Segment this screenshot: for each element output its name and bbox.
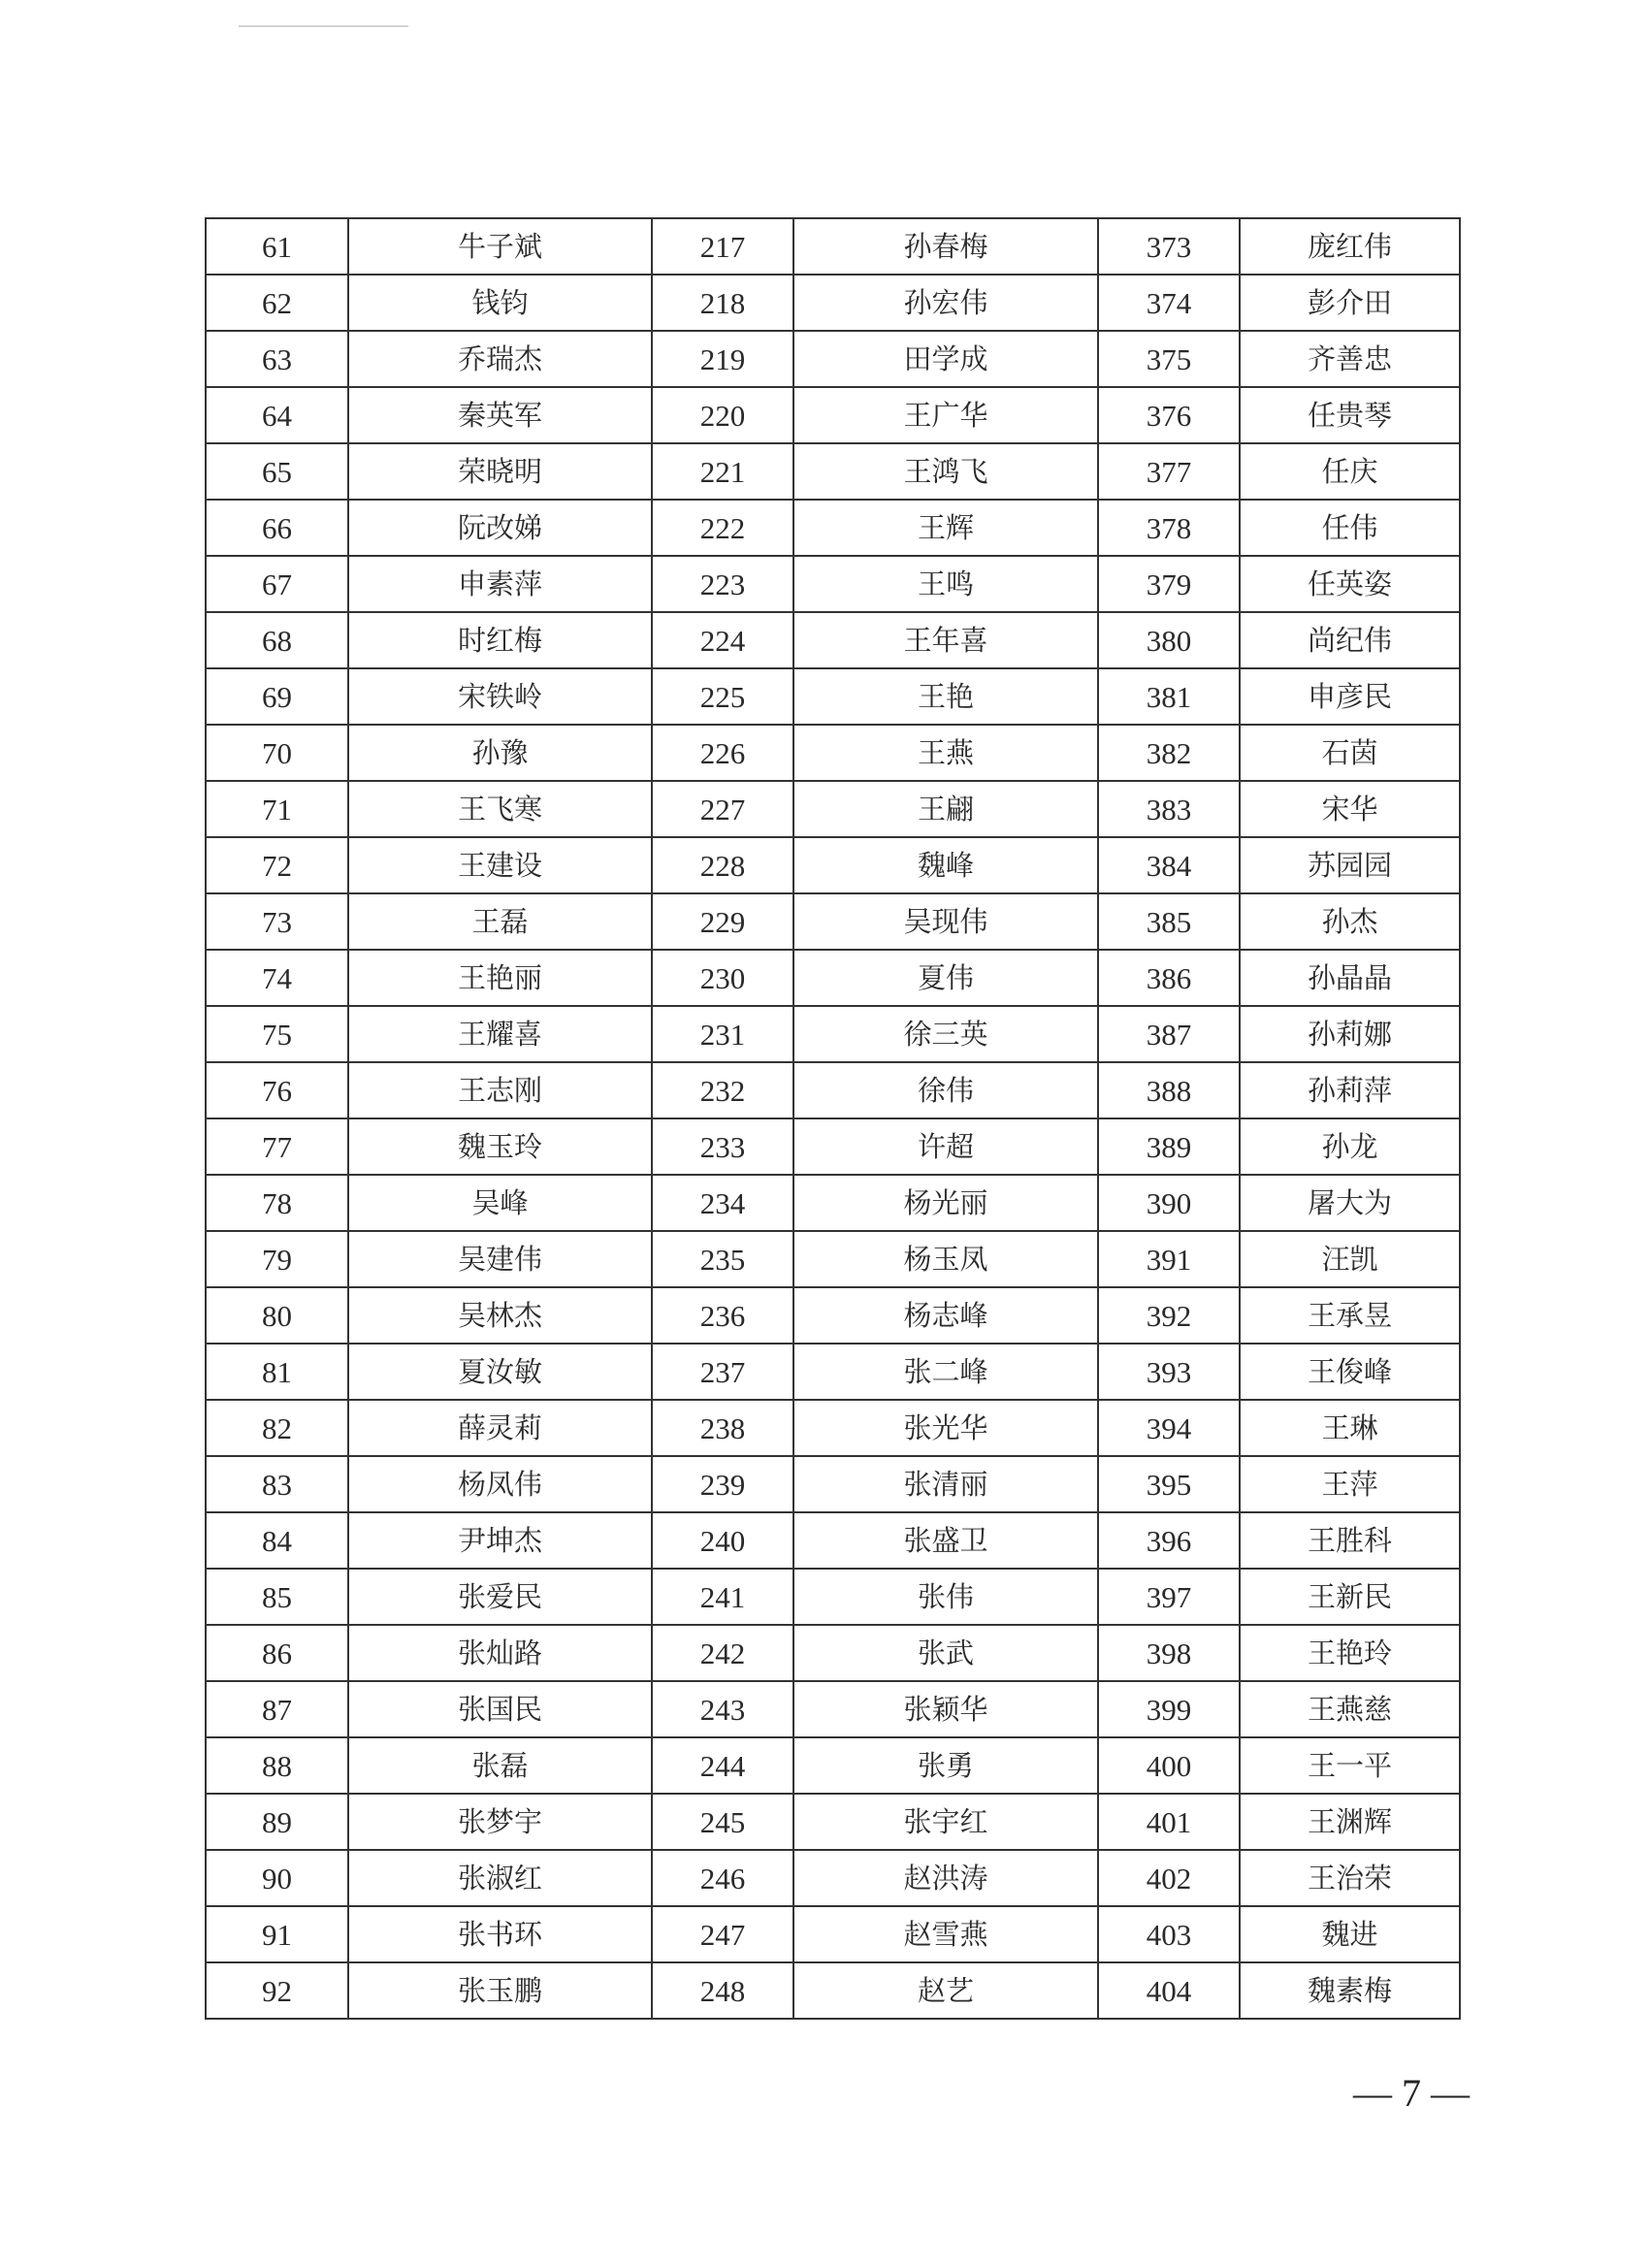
serial-number-cell: 229 xyxy=(652,893,793,950)
person-name-cell: 张清丽 xyxy=(793,1456,1098,1512)
serial-number-cell: 226 xyxy=(652,725,793,781)
serial-number-cell: 237 xyxy=(652,1344,793,1400)
person-name-cell: 彭介田 xyxy=(1240,275,1460,331)
person-name-cell: 王翩 xyxy=(793,781,1098,837)
person-name-cell: 张颖华 xyxy=(793,1681,1098,1737)
serial-number-cell: 74 xyxy=(206,950,348,1006)
person-name-cell: 徐三英 xyxy=(793,1006,1098,1062)
person-name-cell: 任贵琴 xyxy=(1240,387,1460,443)
serial-number-cell: 217 xyxy=(652,218,793,275)
person-name-cell: 钱钧 xyxy=(348,275,652,331)
table-row xyxy=(206,1737,1460,1794)
person-name-cell: 申彦民 xyxy=(1240,668,1460,725)
serial-number-cell: 66 xyxy=(206,500,348,556)
person-name-cell: 乔瑞杰 xyxy=(348,331,652,387)
person-name-cell: 王艳 xyxy=(793,668,1098,725)
table-body xyxy=(206,218,1460,2019)
serial-number-cell: 218 xyxy=(652,275,793,331)
serial-number-cell: 392 xyxy=(1098,1287,1240,1344)
person-name-cell: 齐善忠 xyxy=(1240,331,1460,387)
person-name-cell: 张勇 xyxy=(793,1737,1098,1794)
serial-number-cell: 401 xyxy=(1098,1794,1240,1850)
person-name-cell: 张武 xyxy=(793,1625,1098,1681)
person-name-cell: 张光华 xyxy=(793,1400,1098,1456)
person-name-cell: 牛子斌 xyxy=(348,218,652,275)
person-name-cell: 孙晶晶 xyxy=(1240,950,1460,1006)
serial-number-cell: 400 xyxy=(1098,1737,1240,1794)
serial-number-cell: 68 xyxy=(206,612,348,668)
person-name-cell: 王俊峰 xyxy=(1240,1344,1460,1400)
serial-number-cell: 81 xyxy=(206,1344,348,1400)
serial-number-cell: 378 xyxy=(1098,500,1240,556)
table-row xyxy=(206,1006,1460,1062)
person-name-cell: 尹坤杰 xyxy=(348,1512,652,1569)
person-name-cell: 王燕慈 xyxy=(1240,1681,1460,1737)
serial-number-cell: 89 xyxy=(206,1794,348,1850)
serial-number-cell: 70 xyxy=(206,725,348,781)
person-name-cell: 张玉鹏 xyxy=(348,1962,652,2019)
person-name-cell: 宋铁岭 xyxy=(348,668,652,725)
serial-number-cell: 394 xyxy=(1098,1400,1240,1456)
person-name-cell: 赵洪涛 xyxy=(793,1850,1098,1906)
serial-number-cell: 242 xyxy=(652,1625,793,1681)
person-name-cell: 许超 xyxy=(793,1118,1098,1175)
serial-number-cell: 87 xyxy=(206,1681,348,1737)
serial-number-cell: 244 xyxy=(652,1737,793,1794)
serial-number-cell: 236 xyxy=(652,1287,793,1344)
serial-number-cell: 243 xyxy=(652,1681,793,1737)
person-name-cell: 薛灵莉 xyxy=(348,1400,652,1456)
serial-number-cell: 90 xyxy=(206,1850,348,1906)
person-name-cell: 魏玉玲 xyxy=(348,1118,652,1175)
serial-number-cell: 221 xyxy=(652,443,793,500)
serial-number-cell: 395 xyxy=(1098,1456,1240,1512)
person-name-cell: 杨凤伟 xyxy=(348,1456,652,1512)
person-name-cell: 张灿路 xyxy=(348,1625,652,1681)
person-name-cell: 王艳丽 xyxy=(348,950,652,1006)
serial-number-cell: 91 xyxy=(206,1906,348,1962)
person-name-cell: 任伟 xyxy=(1240,500,1460,556)
serial-number-cell: 224 xyxy=(652,612,793,668)
person-name-cell: 王胜科 xyxy=(1240,1512,1460,1569)
person-name-cell: 王渊辉 xyxy=(1240,1794,1460,1850)
person-name-cell: 庞红伟 xyxy=(1240,218,1460,275)
person-name-cell: 赵雪燕 xyxy=(793,1906,1098,1962)
person-name-cell: 汪凯 xyxy=(1240,1231,1460,1287)
person-name-cell: 吴现伟 xyxy=(793,893,1098,950)
serial-number-cell: 77 xyxy=(206,1118,348,1175)
person-name-cell: 张爱民 xyxy=(348,1569,652,1625)
serial-number-cell: 86 xyxy=(206,1625,348,1681)
serial-number-cell: 245 xyxy=(652,1794,793,1850)
table-row xyxy=(206,556,1460,612)
serial-number-cell: 379 xyxy=(1098,556,1240,612)
serial-number-cell: 220 xyxy=(652,387,793,443)
person-name-cell: 王年喜 xyxy=(793,612,1098,668)
table-row xyxy=(206,387,1460,443)
person-name-cell: 王广华 xyxy=(793,387,1098,443)
table-row xyxy=(206,1681,1460,1737)
person-name-cell: 王燕 xyxy=(793,725,1098,781)
person-name-cell: 孙春梅 xyxy=(793,218,1098,275)
person-name-cell: 王萍 xyxy=(1240,1456,1460,1512)
table-row xyxy=(206,612,1460,668)
serial-number-cell: 65 xyxy=(206,443,348,500)
serial-number-cell: 388 xyxy=(1098,1062,1240,1118)
person-name-cell: 王琳 xyxy=(1240,1400,1460,1456)
person-name-cell: 张二峰 xyxy=(793,1344,1098,1400)
serial-number-cell: 377 xyxy=(1098,443,1240,500)
table-row xyxy=(206,1456,1460,1512)
person-name-cell: 田学成 xyxy=(793,331,1098,387)
serial-number-cell: 391 xyxy=(1098,1231,1240,1287)
table-row xyxy=(206,668,1460,725)
person-name-cell: 任英姿 xyxy=(1240,556,1460,612)
table-row xyxy=(206,331,1460,387)
person-name-cell: 荣晓明 xyxy=(348,443,652,500)
person-name-cell: 苏园园 xyxy=(1240,837,1460,893)
person-name-cell: 孙杰 xyxy=(1240,893,1460,950)
serial-number-cell: 72 xyxy=(206,837,348,893)
serial-number-cell: 82 xyxy=(206,1400,348,1456)
serial-number-cell: 231 xyxy=(652,1006,793,1062)
serial-number-cell: 247 xyxy=(652,1906,793,1962)
serial-number-cell: 219 xyxy=(652,331,793,387)
table-row xyxy=(206,500,1460,556)
serial-number-cell: 387 xyxy=(1098,1006,1240,1062)
person-name-cell: 魏峰 xyxy=(793,837,1098,893)
person-name-cell: 宋华 xyxy=(1240,781,1460,837)
person-name-cell: 魏进 xyxy=(1240,1906,1460,1962)
person-name-cell: 王新民 xyxy=(1240,1569,1460,1625)
person-name-cell: 王治荣 xyxy=(1240,1850,1460,1906)
table-row xyxy=(206,218,1460,275)
serial-number-cell: 63 xyxy=(206,331,348,387)
serial-number-cell: 375 xyxy=(1098,331,1240,387)
serial-number-cell: 69 xyxy=(206,668,348,725)
serial-number-cell: 390 xyxy=(1098,1175,1240,1231)
person-name-cell: 石茵 xyxy=(1240,725,1460,781)
serial-number-cell: 83 xyxy=(206,1456,348,1512)
serial-number-cell: 384 xyxy=(1098,837,1240,893)
serial-number-cell: 67 xyxy=(206,556,348,612)
person-name-cell: 魏素梅 xyxy=(1240,1962,1460,2019)
person-name-cell: 张梦宇 xyxy=(348,1794,652,1850)
serial-number-cell: 76 xyxy=(206,1062,348,1118)
table-row xyxy=(206,725,1460,781)
serial-number-cell: 373 xyxy=(1098,218,1240,275)
table-row xyxy=(206,1231,1460,1287)
serial-number-cell: 222 xyxy=(652,500,793,556)
person-name-cell: 王耀喜 xyxy=(348,1006,652,1062)
person-name-cell: 杨志峰 xyxy=(793,1287,1098,1344)
person-name-cell: 吴建伟 xyxy=(348,1231,652,1287)
name-list-table xyxy=(205,217,1461,2020)
serial-number-cell: 383 xyxy=(1098,781,1240,837)
person-name-cell: 任庆 xyxy=(1240,443,1460,500)
table-row xyxy=(206,1344,1460,1400)
serial-number-cell: 80 xyxy=(206,1287,348,1344)
serial-number-cell: 92 xyxy=(206,1962,348,2019)
serial-number-cell: 230 xyxy=(652,950,793,1006)
serial-number-cell: 241 xyxy=(652,1569,793,1625)
serial-number-cell: 232 xyxy=(652,1062,793,1118)
serial-number-cell: 246 xyxy=(652,1850,793,1906)
serial-number-cell: 225 xyxy=(652,668,793,725)
serial-number-cell: 376 xyxy=(1098,387,1240,443)
person-name-cell: 孙豫 xyxy=(348,725,652,781)
table-row xyxy=(206,1625,1460,1681)
person-name-cell: 张宇红 xyxy=(793,1794,1098,1850)
table-row xyxy=(206,1118,1460,1175)
serial-number-cell: 238 xyxy=(652,1400,793,1456)
person-name-cell: 孙莉娜 xyxy=(1240,1006,1460,1062)
person-name-cell: 徐伟 xyxy=(793,1062,1098,1118)
person-name-cell: 时红梅 xyxy=(348,612,652,668)
serial-number-cell: 233 xyxy=(652,1118,793,1175)
serial-number-cell: 398 xyxy=(1098,1625,1240,1681)
person-name-cell: 孙龙 xyxy=(1240,1118,1460,1175)
table-row xyxy=(206,950,1460,1006)
serial-number-cell: 397 xyxy=(1098,1569,1240,1625)
person-name-cell: 张书环 xyxy=(348,1906,652,1962)
table-row xyxy=(206,443,1460,500)
serial-number-cell: 88 xyxy=(206,1737,348,1794)
table-row xyxy=(206,1400,1460,1456)
serial-number-cell: 228 xyxy=(652,837,793,893)
table-row xyxy=(206,1850,1460,1906)
table-row xyxy=(206,1569,1460,1625)
serial-number-cell: 389 xyxy=(1098,1118,1240,1175)
person-name-cell: 王承昱 xyxy=(1240,1287,1460,1344)
serial-number-cell: 248 xyxy=(652,1962,793,2019)
person-name-cell: 王鸣 xyxy=(793,556,1098,612)
serial-number-cell: 396 xyxy=(1098,1512,1240,1569)
person-name-cell: 杨光丽 xyxy=(793,1175,1098,1231)
serial-number-cell: 62 xyxy=(206,275,348,331)
person-name-cell: 王一平 xyxy=(1240,1737,1460,1794)
person-name-cell: 阮改娣 xyxy=(348,500,652,556)
table-row xyxy=(206,1906,1460,1962)
person-name-cell: 夏汝敏 xyxy=(348,1344,652,1400)
serial-number-cell: 234 xyxy=(652,1175,793,1231)
person-name-cell: 王建设 xyxy=(348,837,652,893)
person-name-cell: 王艳玲 xyxy=(1240,1625,1460,1681)
table-row xyxy=(206,1794,1460,1850)
person-name-cell: 孙莉萍 xyxy=(1240,1062,1460,1118)
table-row xyxy=(206,1287,1460,1344)
serial-number-cell: 227 xyxy=(652,781,793,837)
table-row xyxy=(206,1175,1460,1231)
table-row xyxy=(206,893,1460,950)
table-row xyxy=(206,781,1460,837)
serial-number-cell: 79 xyxy=(206,1231,348,1287)
serial-number-cell: 381 xyxy=(1098,668,1240,725)
person-name-cell: 吴林杰 xyxy=(348,1287,652,1344)
table-row xyxy=(206,1062,1460,1118)
person-name-cell: 杨玉凤 xyxy=(793,1231,1098,1287)
serial-number-cell: 73 xyxy=(206,893,348,950)
serial-number-cell: 75 xyxy=(206,1006,348,1062)
person-name-cell: 王辉 xyxy=(793,500,1098,556)
person-name-cell: 孙宏伟 xyxy=(793,275,1098,331)
person-name-cell: 王志刚 xyxy=(348,1062,652,1118)
person-name-cell: 夏伟 xyxy=(793,950,1098,1006)
serial-number-cell: 386 xyxy=(1098,950,1240,1006)
person-name-cell: 张国民 xyxy=(348,1681,652,1737)
serial-number-cell: 380 xyxy=(1098,612,1240,668)
person-name-cell: 屠大为 xyxy=(1240,1175,1460,1231)
person-name-cell: 吴峰 xyxy=(348,1175,652,1231)
person-name-cell: 张淑红 xyxy=(348,1850,652,1906)
serial-number-cell: 84 xyxy=(206,1512,348,1569)
person-name-cell: 王鸿飞 xyxy=(793,443,1098,500)
table-row xyxy=(206,1512,1460,1569)
header-rule xyxy=(239,25,408,27)
person-name-cell: 张磊 xyxy=(348,1737,652,1794)
table-row xyxy=(206,837,1460,893)
serial-number-cell: 404 xyxy=(1098,1962,1240,2019)
table-row xyxy=(206,1962,1460,2019)
serial-number-cell: 382 xyxy=(1098,725,1240,781)
serial-number-cell: 85 xyxy=(206,1569,348,1625)
serial-number-cell: 403 xyxy=(1098,1906,1240,1962)
serial-number-cell: 399 xyxy=(1098,1681,1240,1737)
person-name-cell: 张盛卫 xyxy=(793,1512,1098,1569)
serial-number-cell: 240 xyxy=(652,1512,793,1569)
serial-number-cell: 64 xyxy=(206,387,348,443)
serial-number-cell: 61 xyxy=(206,218,348,275)
person-name-cell: 尚纪伟 xyxy=(1240,612,1460,668)
person-name-cell: 王磊 xyxy=(348,893,652,950)
serial-number-cell: 235 xyxy=(652,1231,793,1287)
person-name-cell: 申素萍 xyxy=(348,556,652,612)
serial-number-cell: 374 xyxy=(1098,275,1240,331)
serial-number-cell: 78 xyxy=(206,1175,348,1231)
page-number: — 7 — xyxy=(1353,2071,1470,2115)
serial-number-cell: 402 xyxy=(1098,1850,1240,1906)
person-name-cell: 赵艺 xyxy=(793,1962,1098,2019)
person-name-cell: 秦英军 xyxy=(348,387,652,443)
serial-number-cell: 239 xyxy=(652,1456,793,1512)
person-name-cell: 王飞寒 xyxy=(348,781,652,837)
person-name-cell: 张伟 xyxy=(793,1569,1098,1625)
serial-number-cell: 385 xyxy=(1098,893,1240,950)
serial-number-cell: 71 xyxy=(206,781,348,837)
table-row xyxy=(206,275,1460,331)
serial-number-cell: 393 xyxy=(1098,1344,1240,1400)
serial-number-cell: 223 xyxy=(652,556,793,612)
